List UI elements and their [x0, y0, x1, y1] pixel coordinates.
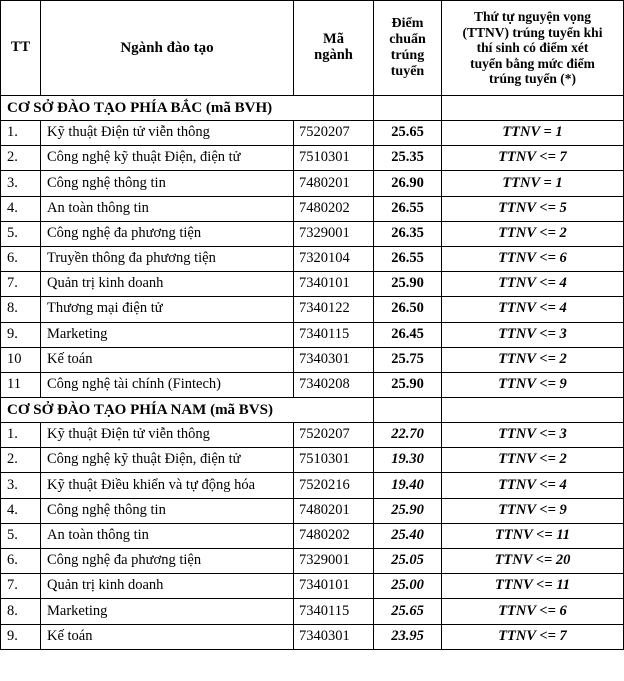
major-name: Thương mại điện tử — [41, 297, 294, 322]
header-ttnv — [442, 1, 624, 96]
section-row-north — [1, 96, 624, 121]
row-number: 4. — [1, 498, 41, 523]
major-name: Quản trị kinh doanh — [41, 574, 294, 599]
table-row — [1, 448, 624, 473]
cutoff-score: 25.35 — [374, 146, 442, 171]
row-number: 6. — [1, 246, 41, 271]
major-name: An toàn thông tin — [41, 196, 294, 221]
table-row — [1, 549, 624, 574]
header-ttnv-line4: tuyển bằng mức điểm — [470, 55, 595, 71]
table-row — [1, 322, 624, 347]
major-name: Marketing — [41, 322, 294, 347]
ttnv-value: TTNV = 1 — [442, 121, 624, 146]
cutoff-score: 19.30 — [374, 448, 442, 473]
table-row — [1, 246, 624, 271]
major-code: 7510301 — [294, 448, 374, 473]
table-row — [1, 272, 624, 297]
row-number: 2. — [1, 448, 41, 473]
header-score-line1: Điểm — [391, 15, 424, 31]
major-code: 7340101 — [294, 574, 374, 599]
header-score-line2: chuẩn — [389, 31, 426, 47]
major-code: 7510301 — [294, 146, 374, 171]
major-code: 7520216 — [294, 473, 374, 498]
major-code: 7340301 — [294, 624, 374, 649]
row-number: 5. — [1, 523, 41, 548]
header-code-line1: Mã — [323, 31, 344, 48]
row-number: 4. — [1, 196, 41, 221]
section-empty-cell — [442, 96, 624, 121]
table-row — [1, 221, 624, 246]
cutoff-score: 25.00 — [374, 574, 442, 599]
cutoff-score: 25.90 — [374, 498, 442, 523]
table-row — [1, 624, 624, 649]
ttnv-value: TTNV = 1 — [442, 171, 624, 196]
cutoff-score: 25.90 — [374, 272, 442, 297]
major-name: Công nghệ đa phương tiện — [41, 549, 294, 574]
major-code: 7329001 — [294, 221, 374, 246]
major-name: Công nghệ tài chính (Fintech) — [41, 372, 294, 397]
row-number: 9. — [1, 624, 41, 649]
major-name: Kế toán — [41, 347, 294, 372]
table-body — [1, 96, 624, 650]
ttnv-value: TTNV <= 4 — [442, 272, 624, 297]
cutoff-score: 25.90 — [374, 372, 442, 397]
ttnv-value: TTNV <= 2 — [442, 221, 624, 246]
row-number: 6. — [1, 549, 41, 574]
table-row — [1, 574, 624, 599]
cutoff-score: 25.40 — [374, 523, 442, 548]
row-number: 1. — [1, 121, 41, 146]
major-code: 7340208 — [294, 372, 374, 397]
ttnv-value: TTNV <= 6 — [442, 246, 624, 271]
table-row — [1, 599, 624, 624]
table-row — [1, 523, 624, 548]
section-row-south — [1, 398, 624, 423]
cutoff-score: 25.65 — [374, 121, 442, 146]
major-name: Công nghệ thông tin — [41, 171, 294, 196]
ttnv-value: TTNV <= 9 — [442, 498, 624, 523]
major-name: Công nghệ kỹ thuật Điện, điện tử — [41, 146, 294, 171]
ttnv-value: TTNV <= 7 — [442, 146, 624, 171]
cutoff-score: 26.55 — [374, 246, 442, 271]
major-code: 7340115 — [294, 322, 374, 347]
major-name: Kỹ thuật Điện tử viễn thông — [41, 423, 294, 448]
table-row — [1, 146, 624, 171]
cutoff-score: 26.35 — [374, 221, 442, 246]
major-code: 7340301 — [294, 347, 374, 372]
major-name: Marketing — [41, 599, 294, 624]
ttnv-value: TTNV <= 7 — [442, 624, 624, 649]
row-number: 2. — [1, 146, 41, 171]
major-code: 7329001 — [294, 549, 374, 574]
major-code: 7480201 — [294, 171, 374, 196]
major-code: 7480202 — [294, 523, 374, 548]
table-row — [1, 121, 624, 146]
ttnv-value: TTNV <= 4 — [442, 297, 624, 322]
major-code: 7340115 — [294, 599, 374, 624]
ttnv-value: TTNV <= 9 — [442, 372, 624, 397]
cutoff-score: 23.95 — [374, 624, 442, 649]
section-empty-cell — [374, 96, 442, 121]
major-name: An toàn thông tin — [41, 523, 294, 548]
section-empty-cell — [442, 398, 624, 423]
table-row — [1, 171, 624, 196]
cutoff-score: 22.70 — [374, 423, 442, 448]
header-tt: TT — [1, 1, 41, 96]
header-ttnv-line5: trúng tuyển (*) — [489, 71, 576, 87]
ttnv-value: TTNV <= 5 — [442, 196, 624, 221]
row-number: 7. — [1, 272, 41, 297]
table-row — [1, 423, 624, 448]
table-row — [1, 347, 624, 372]
header-ttnv-line2: (TTNV) trúng tuyển khi — [462, 24, 603, 40]
cutoff-score: 25.75 — [374, 347, 442, 372]
major-code: 7480202 — [294, 196, 374, 221]
ttnv-value: TTNV <= 11 — [442, 574, 624, 599]
section-empty-cell — [374, 398, 442, 423]
ttnv-value: TTNV <= 11 — [442, 523, 624, 548]
table-row — [1, 473, 624, 498]
major-code: 7520207 — [294, 423, 374, 448]
row-number: 1. — [1, 423, 41, 448]
cutoff-score: 19.40 — [374, 473, 442, 498]
row-number: 7. — [1, 574, 41, 599]
row-number: 9. — [1, 322, 41, 347]
row-number: 3. — [1, 473, 41, 498]
ttnv-value: TTNV <= 6 — [442, 599, 624, 624]
header-code-line2: ngành — [314, 47, 353, 63]
major-name: Kế toán — [41, 624, 294, 649]
row-number: 3. — [1, 171, 41, 196]
cutoff-score: 26.55 — [374, 196, 442, 221]
cutoff-score: 26.45 — [374, 322, 442, 347]
ttnv-value: TTNV <= 2 — [442, 448, 624, 473]
table-row — [1, 498, 624, 523]
major-name: Quản trị kinh doanh — [41, 272, 294, 297]
header-score-line3: trúng — [390, 48, 425, 63]
header-code — [294, 1, 374, 96]
section-title-south: CƠ SỞ ĐÀO TẠO PHÍA NAM (mã BVS) — [1, 398, 374, 423]
header-major: Ngành đào tạo — [41, 1, 294, 96]
major-code: 7340101 — [294, 272, 374, 297]
major-name: Công nghệ đa phương tiện — [41, 221, 294, 246]
header-score — [374, 1, 442, 96]
cutoff-score: 26.90 — [374, 171, 442, 196]
major-code: 7340122 — [294, 297, 374, 322]
cutoff-score: 25.65 — [374, 599, 442, 624]
table-row — [1, 196, 624, 221]
major-name: Kỹ thuật Điều khiển và tự động hóa — [41, 473, 294, 498]
cutoff-score: 25.05 — [374, 549, 442, 574]
row-number: 5. — [1, 221, 41, 246]
table-row — [1, 297, 624, 322]
ttnv-value: TTNV <= 3 — [442, 423, 624, 448]
section-title-north: CƠ SỞ ĐÀO TẠO PHÍA BẮC (mã BVH) — [1, 96, 374, 121]
major-name: Công nghệ thông tin — [41, 498, 294, 523]
ttnv-value: TTNV <= 4 — [442, 473, 624, 498]
header-score-line4: tuyển — [390, 64, 425, 80]
header-ttnv-line1: Thứ tự nguyện vọng — [473, 9, 592, 25]
header-ttnv-line3: thí sinh có điểm xét — [476, 40, 589, 56]
major-code: 7320104 — [294, 246, 374, 271]
major-name: Công nghệ kỹ thuật Điện, điện tử — [41, 448, 294, 473]
header-row — [1, 1, 624, 96]
major-code: 7520207 — [294, 121, 374, 146]
row-number: 10 — [1, 347, 41, 372]
ttnv-value: TTNV <= 3 — [442, 322, 624, 347]
table-row — [1, 372, 624, 397]
ttnv-value: TTNV <= 20 — [442, 549, 624, 574]
row-number: 11 — [1, 372, 41, 397]
major-code: 7480201 — [294, 498, 374, 523]
row-number: 8. — [1, 599, 41, 624]
cutoff-score: 26.50 — [374, 297, 442, 322]
major-name: Truyền thông đa phương tiện — [41, 246, 294, 271]
major-name: Kỹ thuật Điện tử viễn thông — [41, 121, 294, 146]
row-number: 8. — [1, 297, 41, 322]
ttnv-value: TTNV <= 2 — [442, 347, 624, 372]
